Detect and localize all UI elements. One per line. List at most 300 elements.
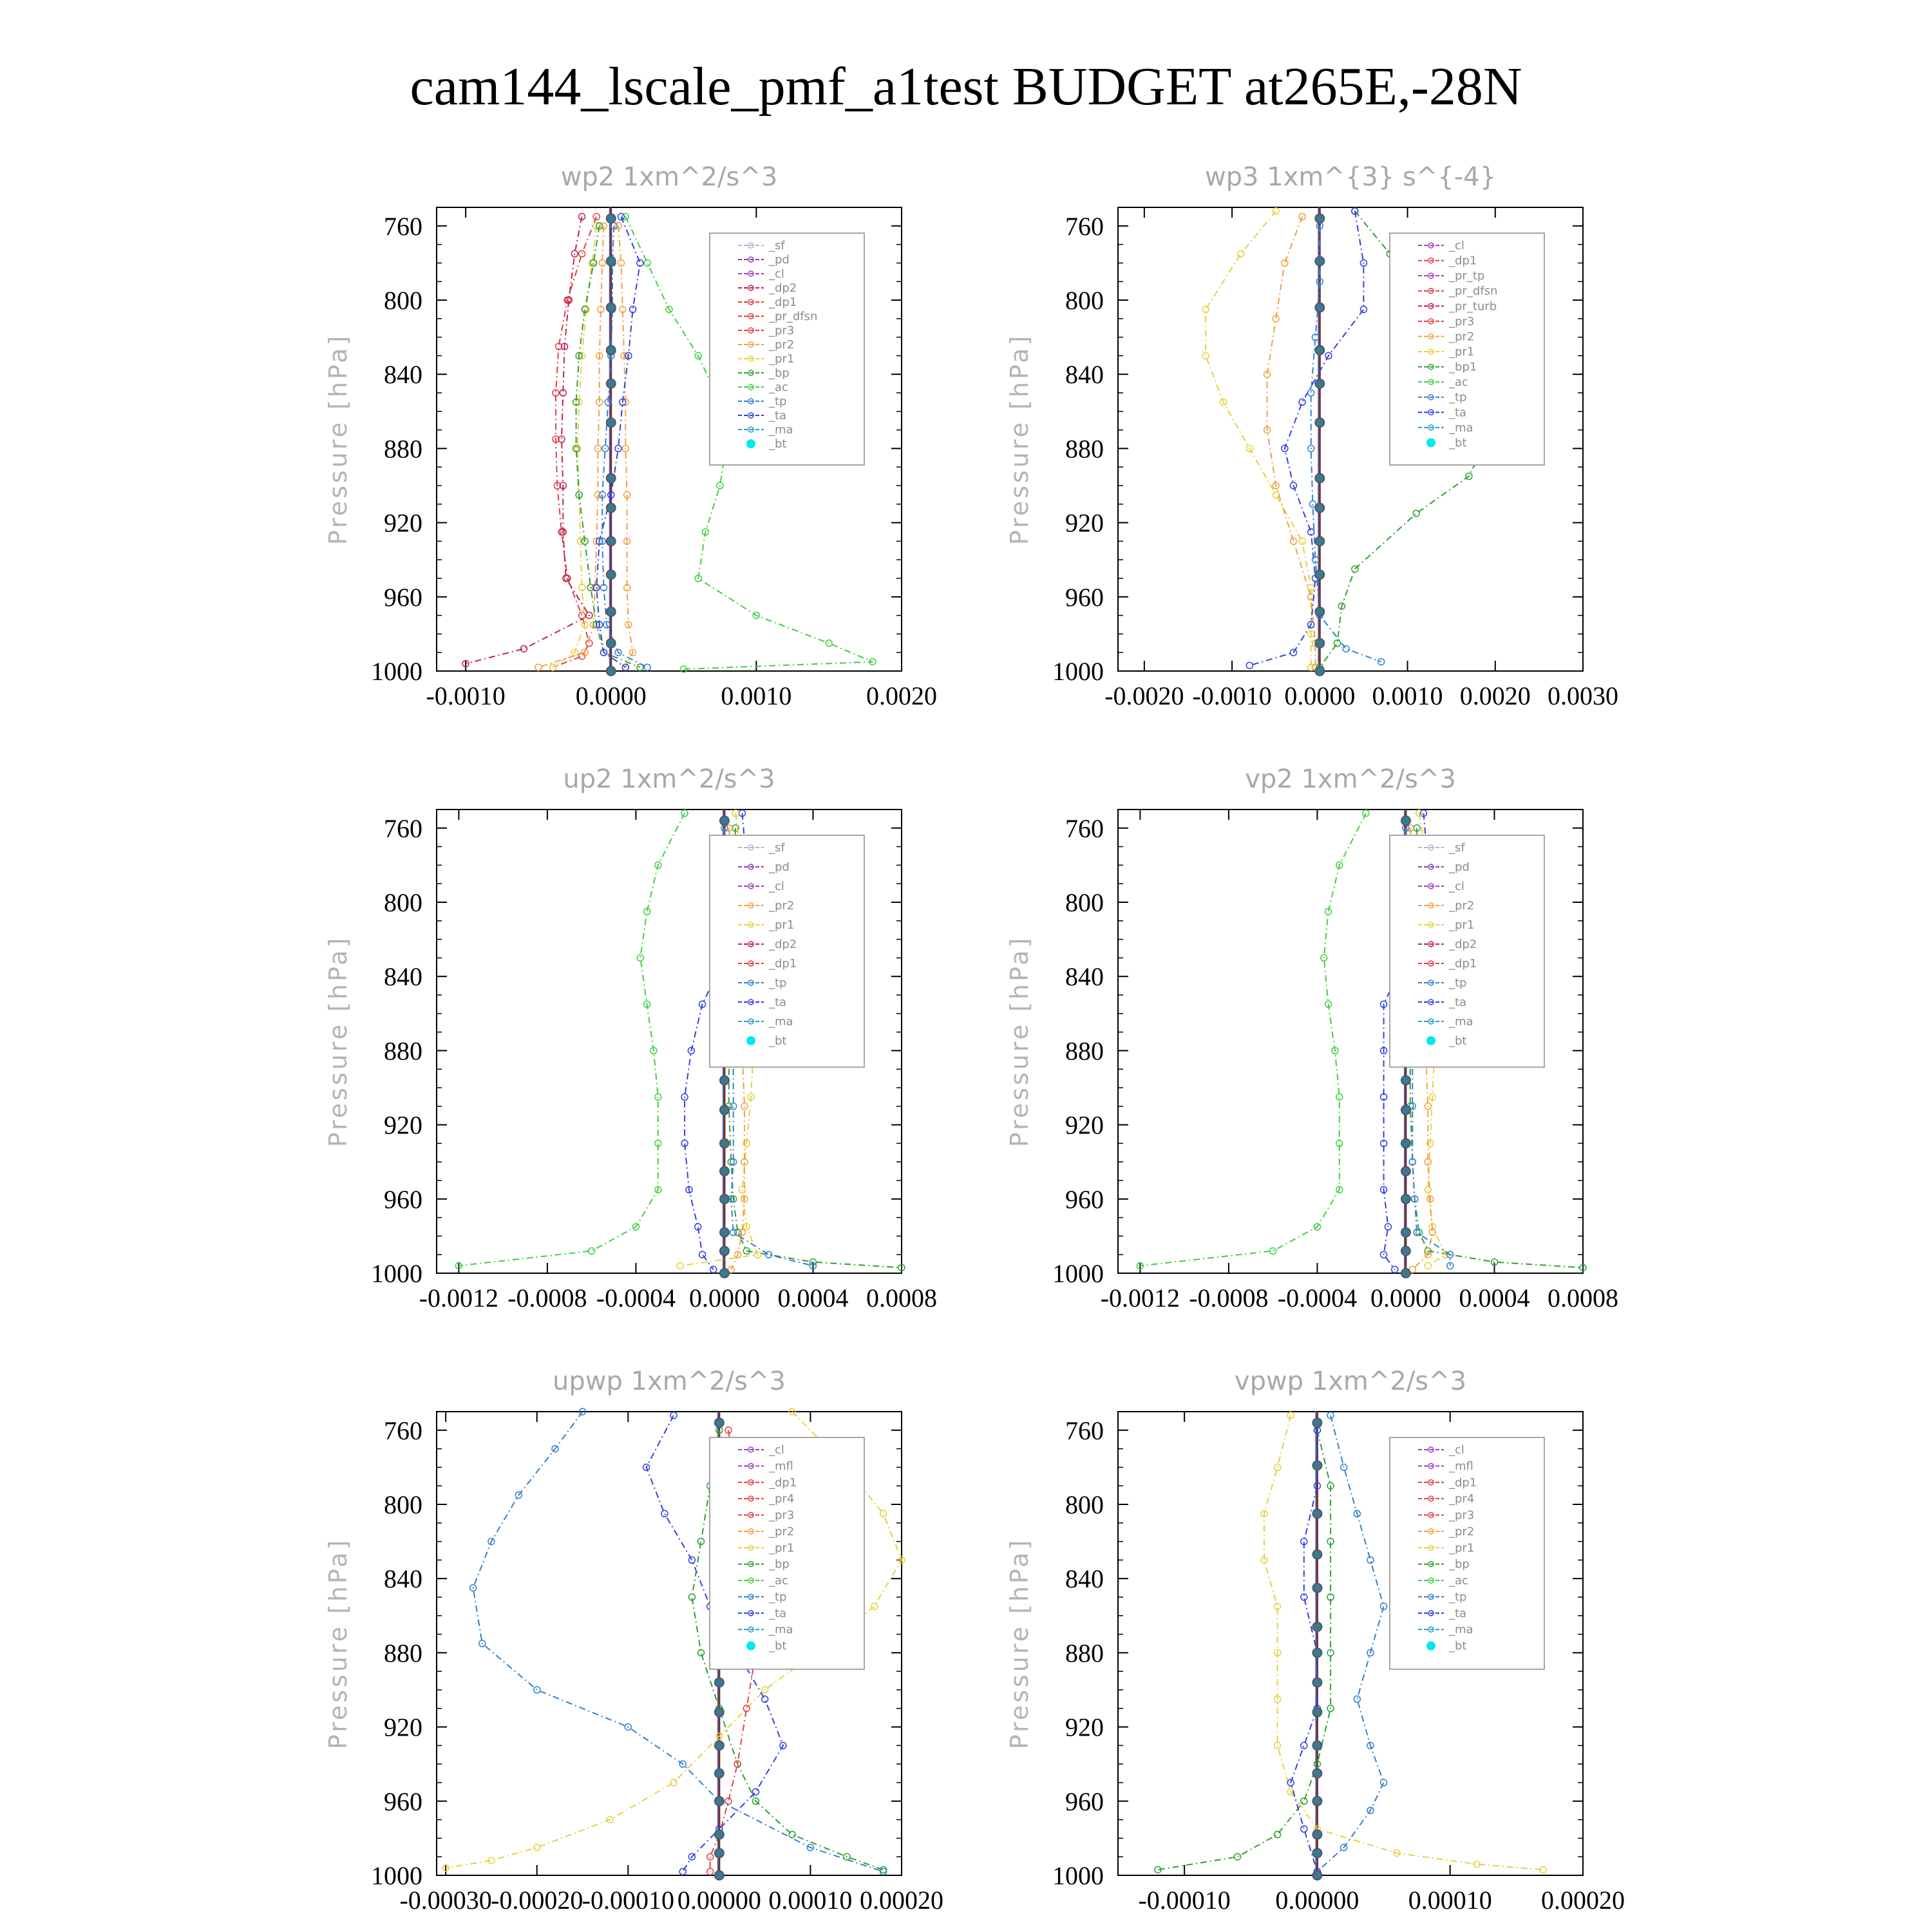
x-tick-label: -0.0004 [596, 1283, 676, 1312]
data-point [1315, 257, 1324, 266]
data-point [1312, 1550, 1321, 1559]
data-point [1425, 1103, 1431, 1110]
y-tick-label: 920 [1065, 1712, 1104, 1742]
data-point [1235, 1853, 1241, 1860]
data-point [1315, 504, 1324, 513]
data-point [589, 1247, 595, 1254]
legend-label: _bt [769, 437, 787, 451]
data-point [670, 1412, 677, 1419]
data-point [1301, 1742, 1307, 1748]
series-line [596, 216, 640, 667]
x-tick-label: -0.0008 [507, 1283, 587, 1312]
data-point [1401, 1167, 1410, 1176]
data-point [1401, 1075, 1410, 1084]
data-point [622, 664, 629, 670]
chart-panel-5 [324, 1367, 943, 1915]
y-tick-label: 840 [1065, 962, 1104, 992]
legend-label: _ma [769, 423, 793, 437]
data-point [550, 664, 556, 670]
legend-label: _bt [1449, 1639, 1467, 1653]
series-dp2 [462, 213, 592, 667]
legend-label: _bt [769, 1034, 787, 1048]
data-point [1401, 1228, 1410, 1237]
legend-marker [1426, 438, 1435, 447]
data-point [607, 667, 616, 676]
legend [1390, 835, 1544, 1067]
data-point [715, 1678, 724, 1687]
data-point [715, 1418, 724, 1427]
data-point [720, 1139, 729, 1148]
series-bp [1155, 1427, 1334, 1873]
y-tick-label: 960 [1065, 1786, 1104, 1816]
data-point [1274, 1832, 1281, 1838]
chart-panel-1 [324, 162, 937, 710]
series-ta [593, 213, 643, 670]
series-line [459, 813, 685, 1266]
legend-label: _pd [1449, 860, 1470, 874]
y-tick-label: 840 [384, 1564, 422, 1594]
legend-label: _dp1 [769, 1475, 797, 1490]
legend-marker [1426, 1036, 1435, 1045]
data-point [1401, 1246, 1410, 1255]
data-point [637, 954, 643, 961]
data-point [1343, 645, 1349, 652]
data-point [720, 1075, 729, 1084]
legend [710, 233, 864, 465]
x-tick-label: 0.00000 [1275, 1886, 1359, 1915]
legend-label: _ta [1449, 406, 1467, 420]
data-point [741, 1103, 748, 1110]
y-tick-label: 1000 [371, 1861, 422, 1890]
y-axis-label: Pressure [hPa] [324, 935, 352, 1148]
legend-label: _sf [1449, 841, 1465, 855]
legend-label: _tp [1449, 976, 1467, 990]
series-line [538, 226, 604, 667]
data-point [1315, 667, 1324, 676]
series-pr1 [550, 223, 600, 670]
legend-label: _pr3 [1449, 314, 1475, 328]
y-tick-label: 1000 [1052, 657, 1104, 686]
legend-label: _pd [769, 253, 790, 267]
series-line [466, 216, 589, 663]
data-point [644, 664, 650, 670]
legend-label: _ac [769, 1574, 788, 1588]
legend-label: _pr2 [1449, 899, 1475, 913]
legend-label: _tp [769, 976, 787, 990]
series-dp1 [455, 810, 688, 1269]
legend-label: _pr1 [1449, 345, 1475, 359]
data-point [1299, 399, 1305, 405]
data-point [1341, 1464, 1347, 1470]
y-tick-label: 1000 [1052, 1861, 1104, 1890]
data-point [1401, 816, 1410, 825]
y-tick-label: 960 [1065, 1184, 1104, 1214]
legend-label: _ma [1449, 1623, 1473, 1637]
series-line [1317, 1416, 1383, 1871]
x-tick-label: -0.0020 [1104, 681, 1184, 710]
data-point [1238, 251, 1244, 257]
x-tick-label: 0.0004 [777, 1283, 849, 1312]
data-point [730, 1103, 737, 1110]
x-tick-label: 0.0004 [1459, 1283, 1530, 1312]
y-tick-label: 880 [1065, 434, 1104, 464]
y-tick-label: 760 [1065, 813, 1104, 843]
series-line [1249, 211, 1363, 666]
page-title: cam144_lscale_pmf_a1test BUDGET at265E,-28N [410, 57, 1522, 117]
y-tick-label: 920 [1065, 1110, 1104, 1140]
series-dp1 [550, 213, 600, 670]
data-point [574, 445, 581, 451]
y-tick-label: 800 [1065, 1490, 1104, 1519]
legend-label: _pr1 [769, 1541, 795, 1555]
data-point [1312, 1648, 1321, 1657]
data-point [789, 1832, 795, 1838]
legend-label: _pr1 [1449, 918, 1475, 932]
data-point [1401, 1195, 1410, 1204]
y-tick-label: 760 [1065, 1416, 1104, 1445]
data-point [1270, 1247, 1276, 1254]
y-tick-label: 920 [1065, 508, 1104, 538]
data-point [880, 1510, 887, 1517]
legend-label: _pr4 [1449, 1492, 1475, 1506]
data-point [1312, 1741, 1321, 1750]
data-point [1327, 1649, 1334, 1656]
y-tick-label: 880 [384, 1638, 422, 1668]
legend-label: _ma [769, 1015, 793, 1028]
y-tick-label: 760 [384, 1416, 422, 1445]
panel-title: upwp 1xm^2/s^3 [553, 1367, 786, 1396]
legend-marker [746, 439, 755, 448]
y-tick-label: 880 [384, 1036, 422, 1066]
legend-label: _mfl [769, 1459, 793, 1473]
legend-label: _ma [1449, 421, 1473, 435]
data-point [573, 445, 580, 451]
data-point [607, 418, 616, 427]
data-point [1354, 1696, 1360, 1702]
legend [710, 1437, 864, 1669]
x-tick-label: 0.00010 [1408, 1886, 1492, 1915]
data-point [1336, 1094, 1343, 1100]
x-tick-label: -0.00010 [1138, 1886, 1231, 1915]
legend [710, 835, 864, 1067]
legend-marker [746, 1036, 755, 1045]
legend-label: _ma [769, 1623, 793, 1637]
data-point [679, 1868, 686, 1875]
x-tick-label: 0.0000 [688, 1283, 760, 1312]
data-point [699, 1251, 706, 1258]
data-point [1381, 1779, 1387, 1786]
data-point [1282, 260, 1288, 266]
panel-title: wp3 1xm^{3} s^{-4} [1204, 162, 1497, 192]
data-point [707, 1868, 714, 1875]
x-tick-label: -0.0004 [1277, 1283, 1358, 1312]
data-point [1315, 379, 1324, 388]
legend-label: _sf [769, 841, 785, 855]
legend-label: _pr1 [1449, 1541, 1475, 1555]
y-tick-label: 920 [384, 1712, 422, 1742]
data-point [1312, 1830, 1321, 1839]
data-point [571, 251, 578, 257]
series-line [1267, 216, 1316, 667]
data-point [1315, 570, 1324, 579]
y-tick-label: 1000 [1052, 1259, 1104, 1288]
legend-label: _tp [769, 395, 787, 408]
data-point [1301, 1798, 1307, 1804]
legend-label: _bp [769, 366, 790, 380]
legend-label: _cl [1449, 239, 1464, 252]
x-tick-label: 0.00020 [860, 1886, 943, 1915]
legend-label: _bt [769, 1639, 787, 1653]
data-point [720, 1269, 729, 1278]
data-point [715, 1848, 724, 1857]
series-tp [1314, 1412, 1387, 1875]
data-point [1315, 418, 1324, 427]
legend-label: _bt [1449, 436, 1467, 450]
data-point [715, 1769, 724, 1778]
data-point [826, 640, 832, 647]
legend-label: _dp1 [769, 296, 797, 309]
panel-title: vp2 1xm^2/s^3 [1245, 764, 1456, 794]
x-tick-label: 0.0000 [1370, 1283, 1441, 1312]
x-tick-label: 0.00010 [768, 1886, 853, 1915]
series-tp [599, 223, 650, 670]
data-point [720, 1228, 729, 1237]
legend-label: _pr3 [769, 1508, 795, 1522]
data-point [579, 251, 585, 257]
legend-label: _ta [1449, 1606, 1467, 1620]
x-tick-label: 0.0000 [1284, 681, 1356, 710]
legend [1390, 1437, 1544, 1669]
data-point [1315, 639, 1324, 648]
data-point [720, 1195, 729, 1204]
data-point [720, 1167, 729, 1176]
legend-label: _sf [769, 239, 785, 252]
data-point [1312, 1708, 1321, 1717]
panel-title: up2 1xm^2/s^3 [563, 764, 775, 794]
legend-label: _pr_tp [1449, 269, 1485, 283]
y-tick-label: 880 [1065, 1638, 1104, 1668]
y-tick-label: 800 [384, 888, 422, 917]
y-tick-label: 760 [1065, 211, 1104, 241]
legend-marker [746, 1642, 755, 1651]
x-tick-label: -0.00010 [582, 1886, 674, 1915]
chart-panel-3 [324, 764, 937, 1312]
series-line [602, 226, 647, 667]
y-tick-label: 800 [1065, 888, 1104, 917]
y-tick-label: 800 [1065, 286, 1104, 315]
data-point [710, 1266, 717, 1273]
data-point [607, 303, 616, 312]
data-point [681, 810, 688, 817]
legend-label: _ac [769, 381, 788, 394]
legend-label: _cl [1449, 1443, 1464, 1457]
series-pr3 [535, 223, 607, 670]
data-point [1202, 352, 1209, 359]
legend-label: _pr2 [769, 899, 795, 913]
data-point [1312, 1509, 1321, 1518]
x-tick-label: -0.00020 [491, 1886, 583, 1915]
x-tick-label: -0.00030 [399, 1886, 492, 1915]
y-axis-label: Pressure [hPa] [1005, 333, 1034, 545]
legend-label: _mfl [1449, 1459, 1473, 1473]
data-point [607, 214, 616, 223]
data-point [1312, 1678, 1321, 1687]
legend-label: _bp1 [1449, 360, 1477, 374]
data-point [720, 816, 729, 825]
data-point [1246, 662, 1253, 668]
legend-label: _tp [1449, 1590, 1467, 1604]
data-point [1413, 510, 1419, 516]
x-tick-label: 0.0020 [1459, 681, 1531, 710]
legend-label: _ta [769, 1606, 787, 1620]
data-point [644, 260, 650, 266]
y-tick-label: 760 [384, 813, 422, 843]
legend-marker [1426, 1642, 1435, 1651]
legend-label: _pr2 [769, 1524, 795, 1539]
data-point [1315, 473, 1324, 482]
data-point [1312, 1461, 1321, 1470]
data-point [1401, 1269, 1410, 1278]
data-point [1290, 538, 1296, 544]
data-point [599, 260, 605, 266]
data-point [618, 260, 625, 266]
legend-label: _dp1 [1449, 1475, 1477, 1490]
y-tick-label: 1000 [371, 657, 422, 686]
y-axis-label: Pressure [hPa] [1005, 935, 1034, 1148]
legend-label: _pr2 [769, 338, 795, 352]
data-point [607, 473, 616, 482]
data-point [1274, 1464, 1281, 1470]
x-tick-label: 0.0010 [721, 681, 792, 710]
data-point [715, 1797, 724, 1806]
legend-label: _tp [1449, 390, 1467, 404]
legend-label: _cl [769, 880, 784, 893]
y-tick-label: 1000 [371, 1259, 422, 1288]
legend-label: _dp1 [769, 957, 797, 971]
x-tick-label: 0.0000 [575, 681, 647, 710]
series-ta [1246, 208, 1367, 669]
chart-panel-6 [1005, 1367, 1625, 1915]
chart-panel-4 [1005, 764, 1618, 1312]
legend-label: _pr3 [769, 324, 795, 337]
legend-label: _pr2 [1449, 330, 1475, 344]
data-point [607, 346, 616, 355]
y-tick-label: 880 [1065, 1036, 1104, 1066]
panel-title: wp2 1xm^2/s^3 [560, 162, 778, 192]
legend-label: _ta [769, 409, 787, 422]
legend-label: _bt [1449, 1034, 1467, 1048]
legend-label: _bp [769, 1557, 790, 1571]
data-point [1315, 214, 1324, 223]
data-point [1312, 1584, 1321, 1593]
data-point [1312, 1848, 1321, 1857]
data-point [707, 1853, 714, 1860]
y-tick-label: 840 [384, 360, 422, 390]
data-point [607, 504, 616, 513]
series-dp1 [1137, 810, 1369, 1269]
legend-label: _pr_dfsn [769, 310, 818, 323]
x-tick-label: -0.0012 [1100, 1283, 1180, 1312]
series-line [1311, 226, 1381, 662]
x-tick-label: -0.0012 [419, 1283, 499, 1312]
data-point [715, 1830, 724, 1839]
data-point [1312, 1797, 1321, 1806]
y-axis-label: Pressure [hPa] [324, 1537, 352, 1750]
y-tick-label: 960 [384, 1184, 422, 1214]
legend-label: _ma [1449, 1015, 1473, 1028]
y-tick-label: 760 [384, 211, 422, 241]
data-point [1352, 566, 1358, 573]
data-point [1363, 810, 1369, 817]
y-tick-label: 800 [384, 286, 422, 315]
y-axis-label: Pressure [hPa] [1005, 1537, 1034, 1750]
x-tick-label: 0.0008 [1548, 1283, 1618, 1312]
legend-label: _ac [1449, 375, 1468, 390]
y-tick-label: 920 [384, 508, 422, 538]
legend-label: _ta [769, 996, 787, 1009]
data-point [1425, 1262, 1431, 1269]
data-point [1312, 1769, 1321, 1778]
data-point [1312, 1871, 1321, 1880]
y-tick-label: 840 [384, 962, 422, 992]
legend-label: _ac [1449, 1574, 1468, 1588]
data-point [677, 1262, 683, 1269]
legend [1390, 233, 1544, 465]
panel-title: vpwp 1xm^2/s^3 [1234, 1367, 1467, 1396]
series-line [1206, 211, 1311, 667]
data-point [1312, 1622, 1321, 1631]
y-tick-label: 800 [384, 1490, 422, 1519]
legend-label: _pr3 [1449, 1508, 1475, 1522]
legend-label: _dp1 [1449, 957, 1477, 971]
data-point [607, 570, 616, 579]
legend-label: _dp2 [769, 281, 797, 295]
data-point [607, 639, 616, 648]
y-tick-label: 960 [1065, 582, 1104, 612]
chart-panel-2 [1005, 162, 1618, 710]
data-point [1360, 306, 1367, 312]
data-point [564, 575, 571, 582]
data-point [607, 536, 616, 545]
series-pr2 [615, 223, 636, 670]
legend-label: _dp2 [1449, 938, 1477, 951]
data-point [661, 1510, 668, 1517]
legend-label: _dp2 [769, 938, 797, 951]
x-tick-label: -0.0010 [426, 681, 506, 710]
legend-label: _bp [1449, 1557, 1470, 1571]
legend-label: _pd [769, 860, 790, 874]
data-point [607, 379, 616, 388]
y-axis-label: Pressure [hPa] [324, 333, 352, 545]
y-tick-label: 960 [384, 582, 422, 612]
y-tick-label: 840 [1065, 1564, 1104, 1594]
data-point [1308, 390, 1314, 396]
data-point [1273, 208, 1279, 214]
legend-label: _tp [769, 1590, 787, 1604]
x-tick-label: 0.00020 [1541, 1886, 1625, 1915]
data-point [1315, 303, 1324, 312]
legend-label: _pr1 [769, 352, 795, 366]
legend-label: _pr1 [769, 918, 795, 932]
data-point [1312, 1418, 1321, 1427]
data-point [607, 257, 616, 266]
data-point [688, 1557, 695, 1563]
data-point [762, 1696, 768, 1702]
data-point [670, 1779, 677, 1786]
legend-label: _cl [769, 267, 784, 281]
data-point [715, 1741, 724, 1750]
legend-label: _pr4 [769, 1492, 795, 1506]
